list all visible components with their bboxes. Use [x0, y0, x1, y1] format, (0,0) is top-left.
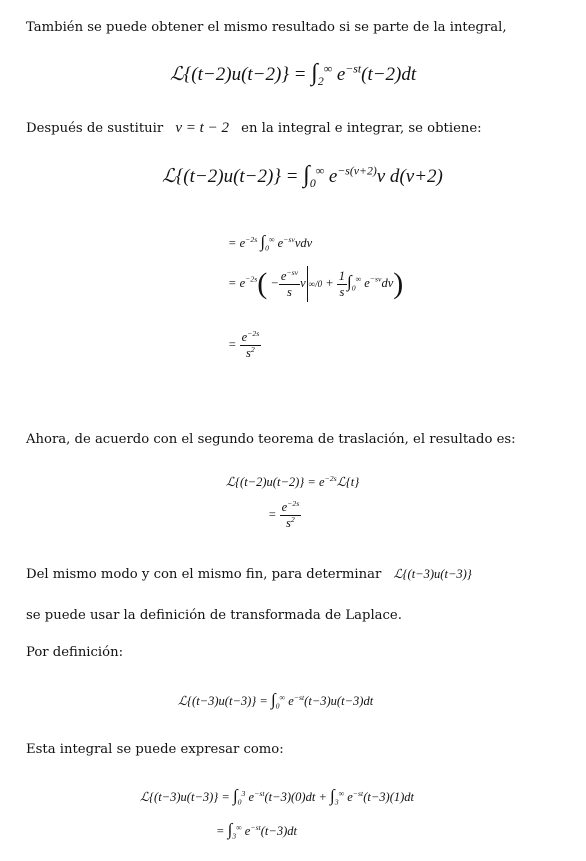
paragraph-translation-theorem: Ahora, de acuerdo con el segundo teorema de traslación, el resultado es:: [26, 432, 516, 447]
equation-5: ℒ{(t−3)u(t−3)}: [393, 566, 472, 581]
paragraph-expression: Esta integral se puede expresar como:: [26, 742, 284, 757]
substitution-text-a: Después de sustituir: [26, 121, 164, 136]
paragraph-by-definition: Por definición:: [26, 645, 124, 660]
same-way-text: Del mismo modo y con el mismo fin, para determinar: [26, 567, 382, 582]
substitution-text-b: en la integral e integrar, se obtiene:: [241, 121, 482, 136]
paragraph-same-way: [26, 566, 472, 582]
equation-7a: ℒ{(t−3)u(t−3)} = $\int_0^3$ $e^{-st}(t-3)(0)dt + \int_3^\infty$ $e^{-st}(t-3)(1)dt$: [140, 786, 415, 807]
paragraph-intro: También se puede obtener el mismo resultado si se parte de la integral,: [26, 20, 507, 35]
equation-3a: = $e^{-2s}$ $\int_0^\infty$ $e^{-sv}vdv$: [228, 232, 313, 253]
paragraph-laplace-definition: se puede usar la definición de transformada de Laplace.: [26, 608, 402, 623]
equation-2: ℒ{(t−2)u(t−2)} = $\int_0^\infty$ $e^{-s(v+2)}v$ d(v+2): [162, 162, 443, 190]
equation-4a: ℒ{(t−2)u(t−2)} = $e^{-2s}ℒ\{t\}$: [226, 473, 360, 489]
substitution-expression: v = t − 2: [175, 120, 229, 136]
equation-6: ℒ{(t−3)u(t−3)} = $\int_0^\infty$ $e^{-st}(t-3)u(t-3)dt$: [178, 690, 374, 711]
equation-3c: = $\frac{e^{-2s}}{s^2}$: [228, 328, 260, 360]
paragraph-substitution: [26, 120, 482, 137]
equation-7b: = $\int_3^\infty$ $e^{-st}(t-3)dt$: [216, 820, 297, 841]
equation-3b: = $e^{-2s}$( − $\frac{e^{-sv}}{s}$ v ∞/0 + $\frac{1}{s}$ $\int_0^\infty$ $e^{-sv}dv$): [228, 267, 404, 300]
equation-1: ℒ{(t−2)u(t−2)} = $\int_2^\infty$ $e^{-st}(t-2)dt$: [170, 60, 417, 88]
equation-4b: = $\frac{e^{-2s}}{s^2}$: [268, 498, 300, 530]
